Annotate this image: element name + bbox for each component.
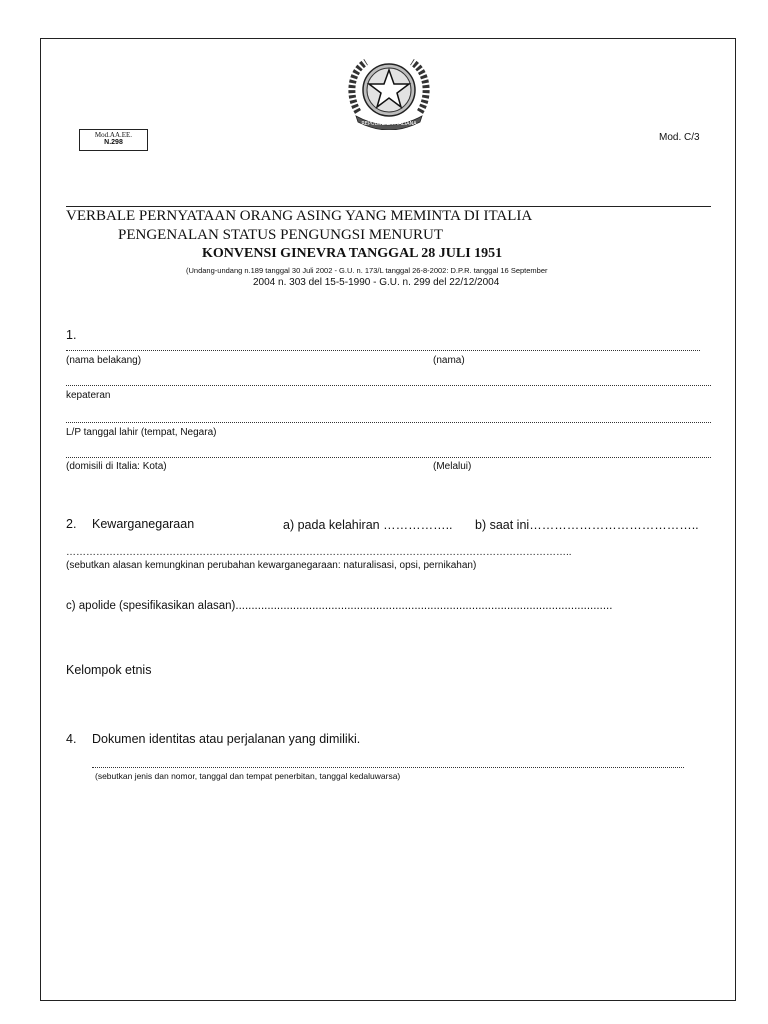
surname-name-line[interactable] [66, 350, 700, 351]
nationality-change-note: (sebutkan alasan kemungkinan perubahan kewarganegaraan: naturalisasi, opsi, pernikahan) [66, 560, 477, 571]
title-line-3: KONVENSI GINEVRA TANGGAL 28 JULI 1951 [202, 246, 503, 261]
nationality-at-birth[interactable]: a) pada kelahiran …………….. [283, 518, 453, 532]
form-code-box [79, 129, 148, 151]
section-4-number: 4. [66, 732, 77, 746]
documents-line[interactable] [92, 767, 684, 768]
legal-reference-1: (Undang-undang n.189 tanggal 30 Juli 2002 - G.U. n. 173/L tanggal 26-8-2002: D.P.R. tanggal 16 September [186, 266, 548, 275]
birth-label: L/P tanggal lahir (tempat, Negara) [66, 427, 217, 438]
section-1-number: 1. [66, 328, 77, 342]
citizenship-line[interactable] [66, 385, 711, 386]
nationality-current[interactable]: b) saat ini………………………………….. [475, 518, 699, 532]
title-line-2: PENGENALAN STATUS PENGUNGSI MENURUT [118, 227, 444, 243]
birth-line[interactable] [66, 422, 711, 423]
box-line-1: Mod.AA.EE. [94, 131, 133, 139]
nationality-change-line[interactable]: …………………………………………………………………………………………………………………………………….. [66, 547, 572, 558]
documents-label: Dokumen identitas atau perjalanan yang dimiliki. [92, 732, 361, 746]
ethnic-group-label: Kelompok etnis [66, 663, 152, 677]
documents-note: (sebutkan jenis dan nomor, tanggal dan tempat penerbitan, tanggal kedaluwarsa) [95, 771, 401, 781]
legal-reference-2: 2004 n. 303 del 15-5-1990 - G.U. n. 299 del 22/12/2004 [253, 277, 500, 288]
name-label: (nama) [433, 355, 465, 366]
title-line-1: VERBALE PERNYATAAN ORANG ASING YANG MEMINTA DI ITALIA [66, 208, 533, 224]
domicile-line[interactable] [66, 457, 711, 458]
stateless-field[interactable]: c) apolide (spesifikasikan alasan)...................................................................................................................... [66, 600, 613, 612]
domicile-label: (domisili di Italia: Kota) [66, 461, 167, 472]
nationality-label: Kewarganegaraan [92, 517, 195, 531]
surname-label: (nama belakang) [66, 355, 142, 366]
section-2-number: 2. [66, 517, 77, 531]
italian-emblem-icon [346, 52, 432, 130]
title-rule [66, 206, 711, 207]
via-label: (Melalui) [433, 461, 472, 472]
citizenship-label: kepateran [66, 390, 111, 401]
mod-code: Mod. C/3 [659, 132, 700, 143]
emblem-ribbon: REPUBBLICA ITALIANA [361, 121, 417, 127]
box-line-2: N.298 [104, 139, 123, 147]
